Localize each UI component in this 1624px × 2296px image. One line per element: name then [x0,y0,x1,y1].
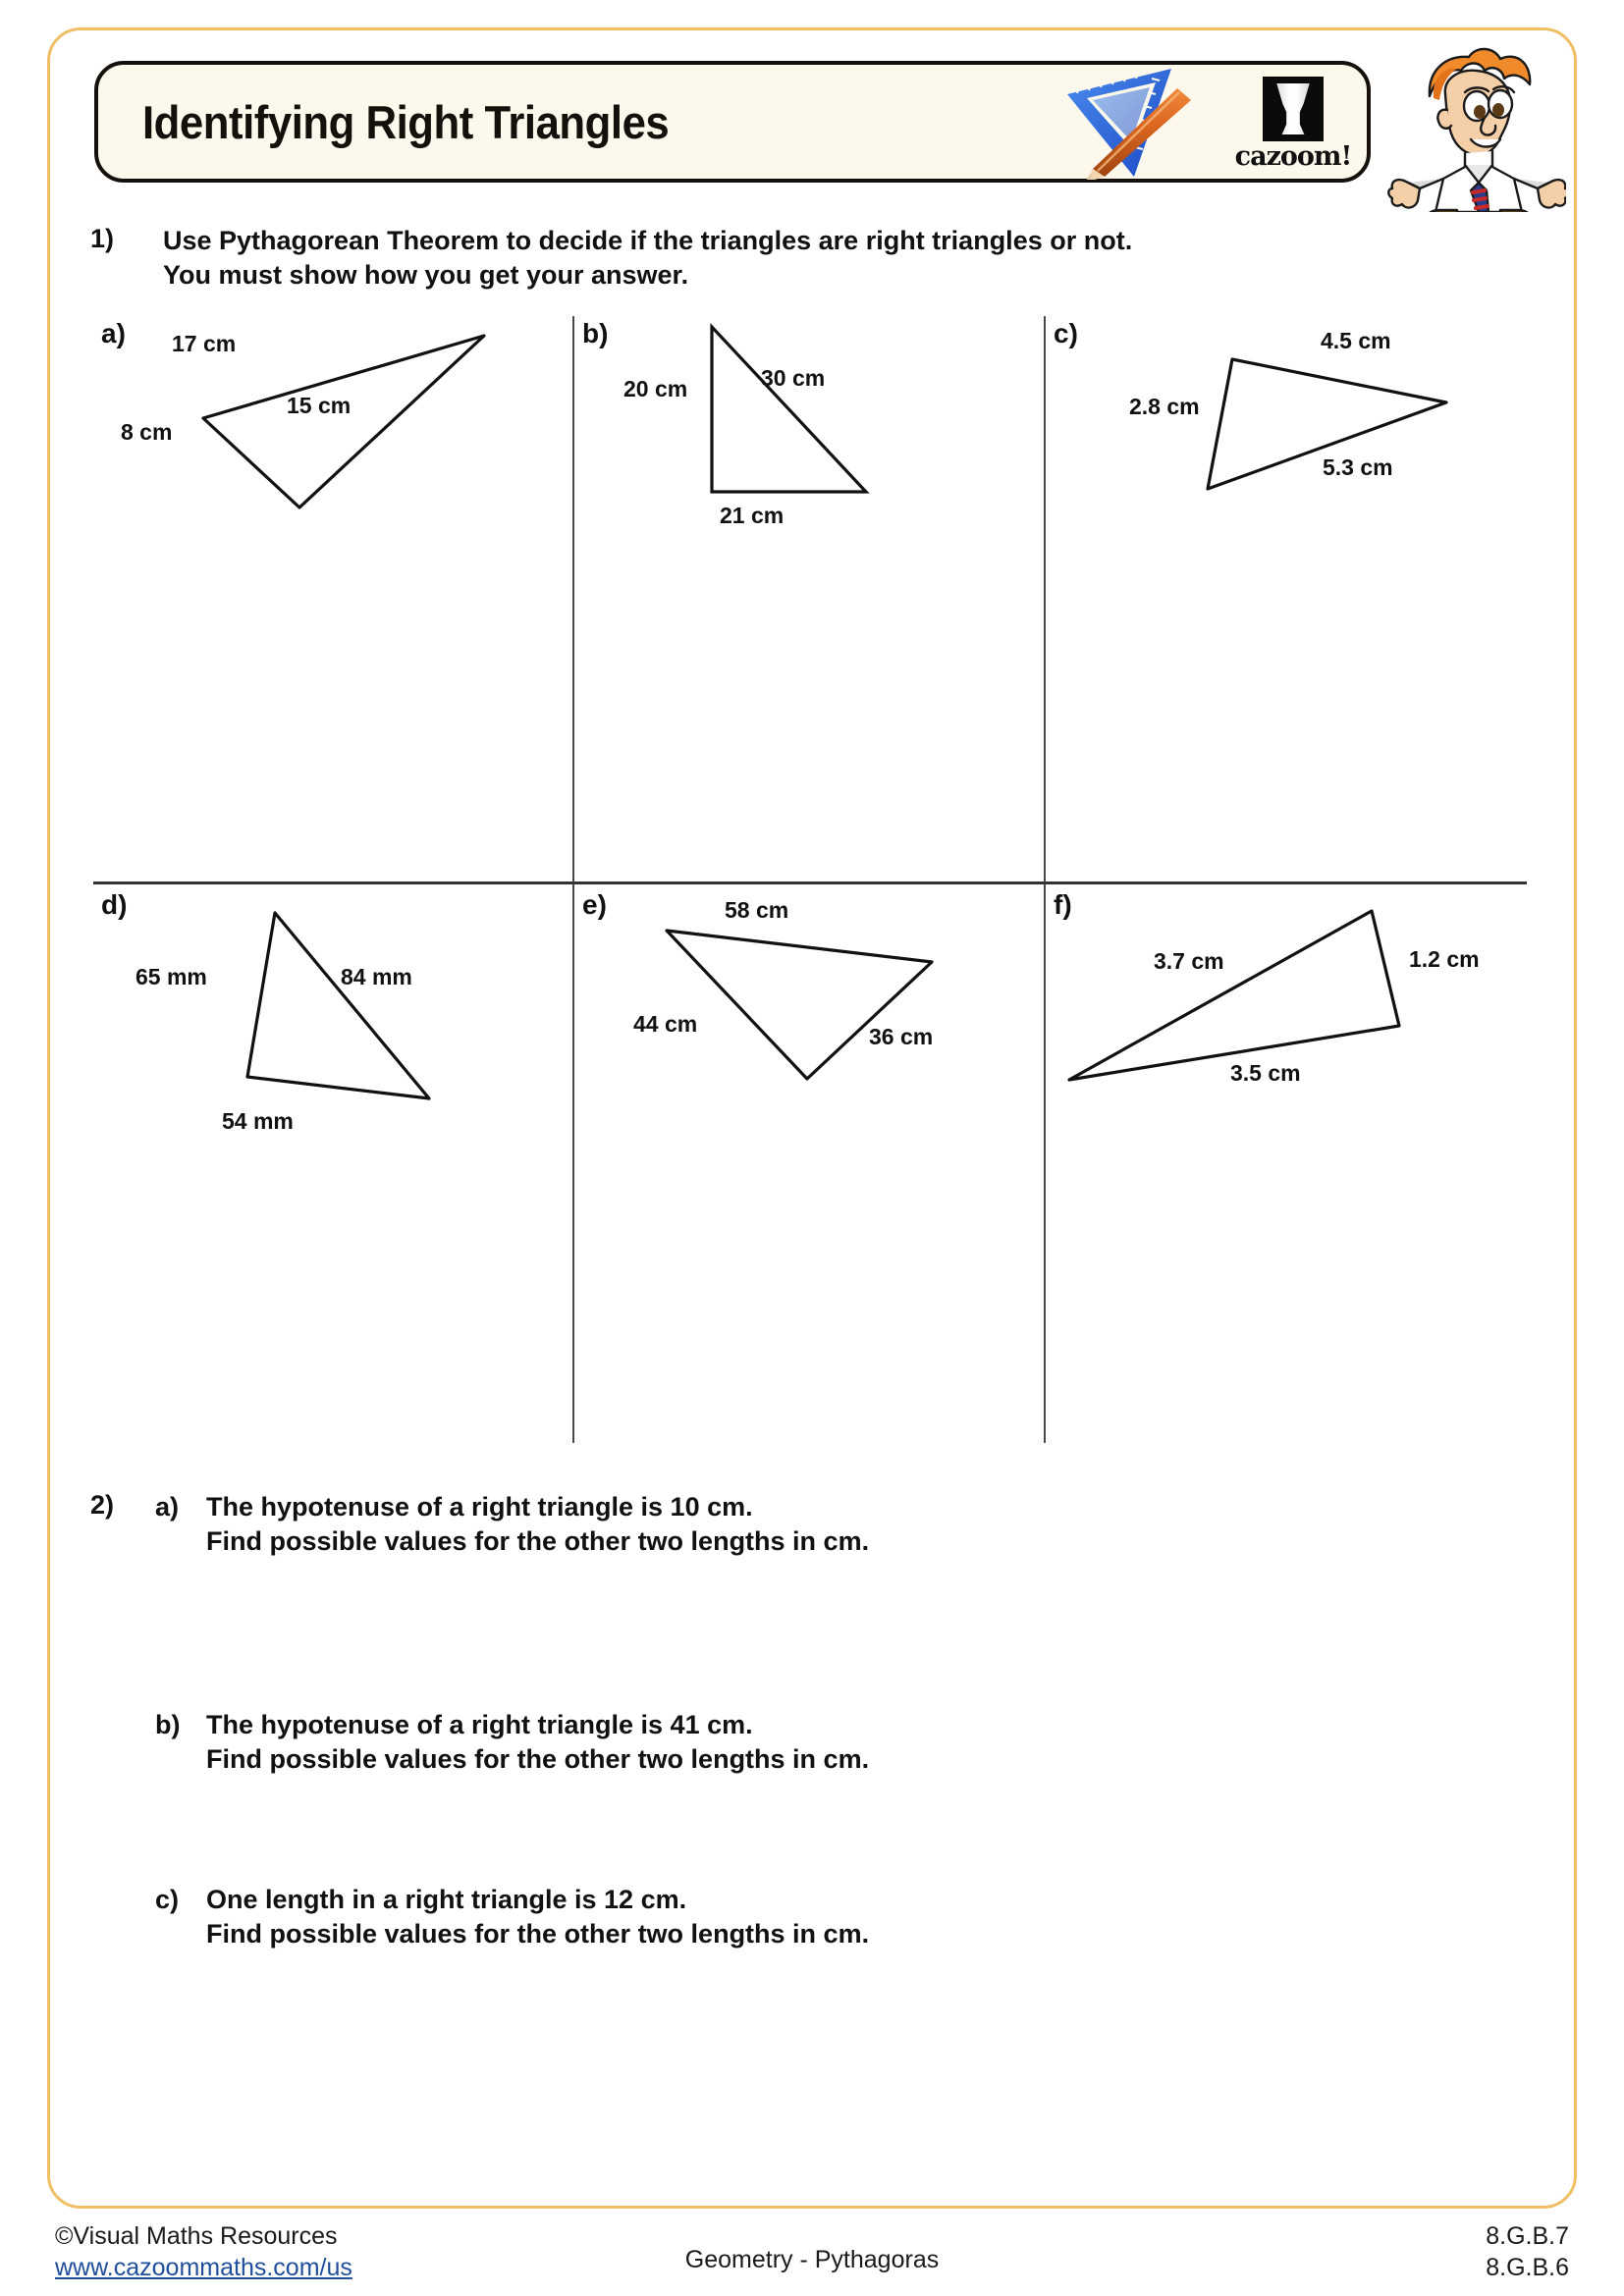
page-title: Identifying Right Triangles [142,95,670,148]
question-2-part-c-letter: c) [155,1885,180,1914]
triangle-shape-e [574,885,1046,1209]
question-2-part-a-line-1: The hypotenuse of a right triangle is 10 cm. [206,1492,753,1522]
question-1-number: 1) [90,224,115,253]
triangle-c-side-3: 5.3 cm [1323,454,1393,480]
triangle-cell-e [574,885,1046,1453]
triangle-label-e: e) [582,889,607,920]
footer-standard-1: 8.G.B.7 [1486,2222,1569,2250]
triangle-f-side-2: 1.2 cm [1409,946,1480,972]
cazoom-logo [1234,77,1352,183]
question-1 [90,224,1465,292]
question-2-part-a-line-2: Find possible values for the other two lengths in cm. [206,1526,870,1557]
triangle-cell-c [1046,314,1517,881]
question-2-part-c-line-1: One length in a right triangle is 12 cm. [206,1885,687,1914]
triangle-b-side-3: 21 cm [720,503,785,528]
triangle-label-b: b) [582,318,609,348]
triangle-e-side-3: 36 cm [869,1024,934,1049]
triangle-d-side-2: 84 mm [341,964,412,989]
triangle-a-side-3: 8 cm [121,419,173,445]
triangle-cell-a [93,314,565,881]
footer-standards [1486,2220,1569,2283]
question-2-number: 2) [90,1490,115,1520]
question-2-part-b-letter: b) [155,1710,181,1739]
triangle-e-side-1: 58 cm [725,897,789,923]
question-1-line-2: You must show how you get your answer. [163,259,689,290]
question-2-part-c-line-2: Find possible values for the other two lengths in cm. [206,1919,870,1949]
triangle-shape-c [1046,314,1527,638]
footer-standard-2: 8.G.B.6 [1486,2254,1569,2281]
cazoom-drum-icon [1263,77,1324,141]
triangle-label-d: d) [101,889,128,920]
mascot-character [1375,35,1566,212]
question-2-part-b [155,1708,869,1777]
triangle-label-a: a) [101,318,126,348]
question-2-part-b-line-2: Find possible values for the other two lengths in cm. [206,1744,870,1775]
triangle-c-side-2: 2.8 cm [1129,394,1200,419]
question-2-part-c [155,1883,869,1951]
question-2-part-a-letter: a) [155,1492,180,1522]
triangle-shape-a [93,314,565,638]
footer-copyright: ©Visual Maths Resources [55,2222,338,2250]
footer-topic: Geometry - Pythagoras [684,2246,940,2273]
triangle-d-side-3: 54 mm [222,1108,294,1134]
footer-url-link[interactable]: www.cazoommaths.com/us [55,2254,352,2281]
triangle-a-side-1: 17 cm [172,331,237,356]
triangle-cell-f [1046,885,1517,1453]
question-1-line-1: Use Pythagorean Theorem to decide if the triangles are right triangles or not. [163,226,1133,255]
triangle-f-side-1: 3.7 cm [1154,948,1224,974]
triangle-b-side-2: 30 cm [761,365,826,391]
triangle-c-side-1: 4.5 cm [1321,328,1391,353]
triangle-shape-b [574,314,1046,638]
grid-divider-horizontal [93,881,1527,884]
triangle-f-side-3: 3.5 cm [1230,1060,1301,1086]
question-2-part-a [155,1490,869,1559]
triangle-a-side-2: 15 cm [287,393,352,418]
triangle-cell-d [93,885,565,1453]
triangle-d-side-1: 65 mm [135,964,207,989]
page-footer [0,2220,1624,2296]
triangle-label-f: f) [1054,889,1072,920]
triangle-label-c: c) [1054,318,1078,348]
triangle-cell-b [574,314,1046,881]
question-2-part-b-line-1: The hypotenuse of a right triangle is 41 cm. [206,1710,753,1739]
triangle-grid [93,314,1527,1445]
cazoom-wordmark: cazoom! [1234,141,1352,172]
triangle-e-side-2: 44 cm [633,1011,698,1037]
set-square-icon [1065,67,1193,180]
triangle-shape-f [1046,885,1527,1209]
triangle-shape-d [93,885,565,1209]
triangle-b-side-1: 20 cm [623,376,688,401]
